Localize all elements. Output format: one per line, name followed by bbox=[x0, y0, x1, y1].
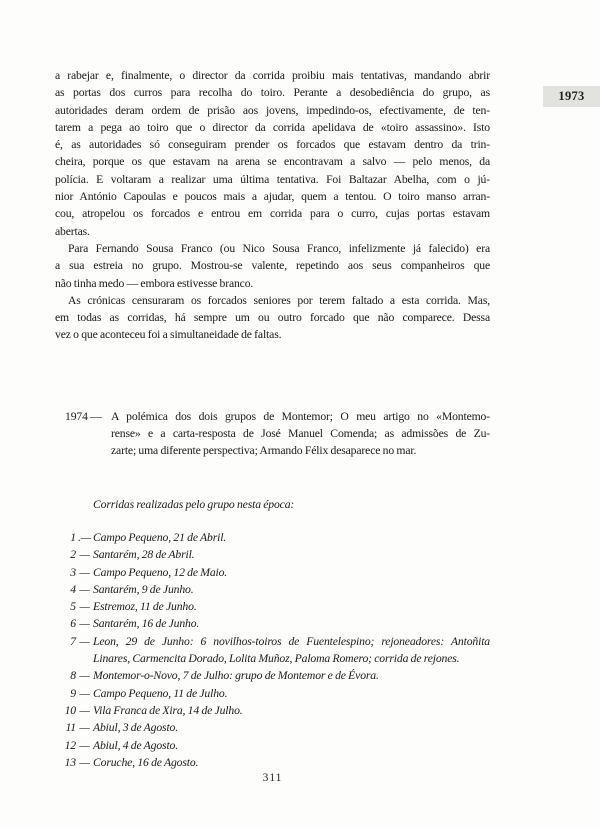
text-line: polícia. E voltaram a realizar uma última tentativa. Foi Baltazar Abelha, com o jú- bbox=[55, 172, 490, 186]
text-line: As crónicas censuraram os forcados seniores por terem faltado a esta corrida. Mas, bbox=[68, 293, 490, 307]
text-line: abertas. bbox=[55, 224, 90, 238]
page-number: 311 bbox=[262, 772, 283, 784]
list-item bbox=[55, 719, 490, 736]
list-item bbox=[55, 546, 490, 563]
item-dash: — bbox=[79, 565, 90, 579]
list-item bbox=[55, 581, 490, 598]
item-number: 8 bbox=[70, 669, 76, 683]
item-dash: — bbox=[79, 721, 90, 735]
year-tab-label: 1973 bbox=[558, 89, 585, 103]
item-dash: — bbox=[79, 686, 90, 700]
item-number: 4 bbox=[70, 582, 76, 596]
item-text: Coruche, 16 de Agosto. bbox=[93, 755, 199, 769]
paragraph-2 bbox=[55, 240, 490, 292]
item-number: 13 bbox=[64, 755, 76, 769]
item-text bbox=[93, 633, 490, 668]
corridas-heading: Corridas realizadas pelo grupo nesta época: bbox=[93, 497, 295, 511]
year-margin-tab bbox=[543, 86, 600, 107]
item-text: Campo Pequeno, 11 de Julho. bbox=[93, 686, 228, 700]
item-text: Montemor-o-Novo, 7 de Julho: grupo de Montemor e de Évora. bbox=[93, 669, 379, 683]
item-number: 7 bbox=[70, 634, 76, 648]
page-content bbox=[55, 67, 490, 771]
text-line: não tinha medo — embora estivesse branco. bbox=[55, 276, 254, 290]
item-dash: — bbox=[79, 617, 90, 631]
item-dash: — bbox=[79, 669, 90, 683]
paragraph-1 bbox=[55, 67, 490, 240]
text-line: Linares, Carmencita Dorado, Lolita Muñoz, Paloma Romero; corrida de rejones. bbox=[93, 652, 460, 666]
item-dash: — bbox=[79, 548, 90, 562]
list-item bbox=[55, 615, 490, 632]
list-item bbox=[55, 737, 490, 754]
item-text: Estremoz, 11 de Junho. bbox=[93, 600, 197, 614]
text-line: a sua estreia no grupo. Mostrou-se valente, repetindo aos seus companheiros que bbox=[55, 259, 490, 273]
year-entry-text bbox=[111, 408, 490, 460]
list-item bbox=[55, 529, 490, 546]
list-item bbox=[55, 598, 490, 615]
text-line: nior António Capoulas e poucos mais a ajudar, quem a tentou. O toiro manso arran- bbox=[55, 190, 490, 204]
item-text: Vila Franca de Xira, 14 de Julho. bbox=[93, 703, 243, 717]
text-line: em todas as corridas, há sempre um ou outro forcado que não comparece. Dessa bbox=[55, 311, 490, 325]
list-item bbox=[55, 754, 490, 771]
text-line: Leon, 29 de Junho: 6 novilhos-toiros de Fuentelespino; rejoneadores: Antoñita bbox=[93, 634, 490, 648]
item-text: Campo Pequeno, 12 de Maio. bbox=[93, 565, 228, 579]
item-dash: .— bbox=[77, 530, 91, 544]
text-line: tarem a pega ao toiro que o director da corrida apelidava de «toiro assassino». Isto bbox=[55, 120, 490, 134]
text-line: as portas dos curros para recolha do toiro. Perante a desobediência do grupo, as bbox=[55, 86, 490, 100]
list-item bbox=[55, 702, 490, 719]
item-number: 9 bbox=[70, 686, 76, 700]
item-number: 6 bbox=[70, 617, 76, 631]
text-line: vez o que aconteceu foi a simultaneidade de faltas. bbox=[55, 328, 282, 342]
text-line: é, as autoridades só conseguiram prender os forcados que estavam dentro da trin- bbox=[55, 138, 490, 152]
text-line: cou, atropelou os forcados e entrou em corrida para o curro, cujas portas estavam bbox=[55, 207, 490, 221]
corridas-list bbox=[55, 529, 490, 771]
item-dash: — bbox=[79, 582, 90, 596]
item-dash: — bbox=[79, 755, 90, 769]
item-dash: — bbox=[79, 634, 90, 648]
paragraph-3 bbox=[55, 292, 490, 344]
item-text: Abiul, 4 de Agosto. bbox=[93, 738, 179, 752]
text-line: Para Fernando Sousa Franco (ou Nico Sousa Franco, infelizmente já falecido) era bbox=[68, 241, 490, 255]
item-dash: — bbox=[79, 738, 90, 752]
list-item bbox=[55, 685, 490, 702]
item-number: 1 bbox=[70, 530, 76, 544]
item-number: 2 bbox=[70, 548, 76, 562]
item-number: 12 bbox=[64, 738, 76, 752]
item-number: 10 bbox=[64, 703, 76, 717]
list-item bbox=[55, 564, 490, 581]
item-text: Santarém, 28 de Abril. bbox=[93, 548, 195, 562]
text-line: a rabejar e, finalmente, o director da corrida proibiu mais tentativas, mandando abrir bbox=[55, 69, 490, 82]
item-text: Campo Pequeno, 21 de Abril. bbox=[93, 530, 227, 544]
text-line: autoridades deram ordem de prisão aos jovens, impedindo-os, efectivamente, de ten- bbox=[55, 103, 490, 117]
list-item bbox=[55, 633, 490, 668]
text-line: A polémica dos dois grupos de Montemor; O meu artigo no «Montemo- bbox=[111, 409, 490, 423]
item-dash: — bbox=[79, 600, 90, 614]
item-dash: — bbox=[79, 703, 90, 717]
item-text: Abiul, 3 de Agosto. bbox=[93, 721, 179, 735]
item-number: 3 bbox=[70, 565, 76, 579]
item-text: Santarém, 9 de Junho. bbox=[93, 582, 194, 596]
item-number: 5 bbox=[70, 600, 76, 614]
item-number: 11 bbox=[65, 721, 76, 735]
year-entry-label: 1974 — bbox=[65, 409, 102, 423]
list-item bbox=[55, 667, 490, 684]
year-entry-1974 bbox=[65, 408, 490, 460]
text-line: zarte; uma diferente perspectiva; Armando Félix desaparece no mar. bbox=[111, 444, 417, 458]
text-line: rense» e a carta-resposta de José Manuel Comenda; as admissões de Zu- bbox=[111, 427, 490, 441]
text-line: cheira, porque os que estavam na arena se encontravam a salvo — pelo menos, da bbox=[55, 155, 490, 169]
item-text: Santarém, 16 de Junho. bbox=[93, 617, 200, 631]
